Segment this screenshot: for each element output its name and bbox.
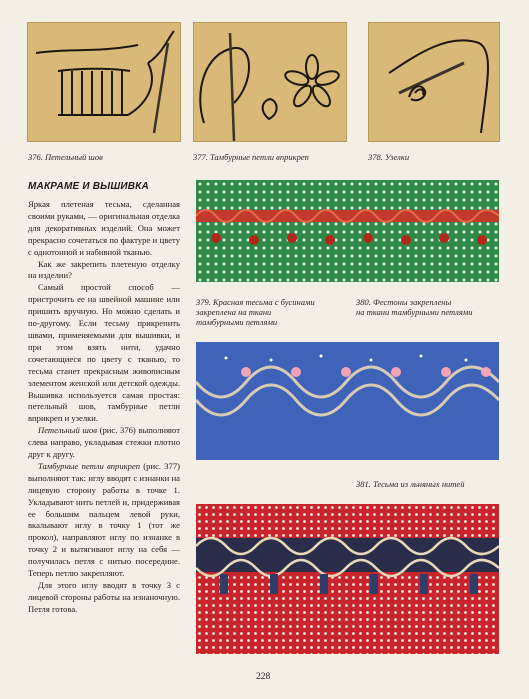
caption-378: 378. Узелки [368,152,410,162]
paragraph-2: Как же закрепить плетеную отделку на изделии? [28,258,180,281]
illustration-chain-loops [193,22,347,142]
caption-379-line-1: 379. Красная тесьма с бусинами [196,297,315,307]
photo-linen-braid-red-fabric [196,504,499,654]
section-heading: МАКРАМЕ И ВЫШИВКА [28,181,149,192]
paragraph-1: Яркая плетеная тесьма, сделанная своими руками, — оригинальная отделка для декоративных изделий. Она может прекрасно сочетаться по фактуре и цвету с однотонной и набивной тканью. [28,199,180,257]
paragraph-5-text: (рис. 377) выполняют так: иглу вводят с изнанки на лицевую сторону работы в точке 1. Укладывают нить петлей и, придерживая ее большим пальцем левой руки, вкалывают иглу в точку 1 (тот же прокол), направляют иглу по изнанке в точку 2 и вытягивают иглу на себя — получилась петля с нитью посередине. Теперь петлю закрепляют. [28,460,180,579]
caption-380-line-1: 380. Фестоны закреплены [356,297,452,307]
caption-379 [196,297,346,327]
blue-fabric-image [196,342,499,460]
caption-380-line-2: на ткани тамбурными петлями [356,307,473,317]
photo-scallops-blue-fabric [196,342,499,460]
buttonhole-stitch-drawing [28,23,180,141]
paragraph-4 [28,425,180,461]
paragraph-3: Самый простой способ — пристрочить ее на швейной машине или пришить вручную. Но можно сделать и по-другому. Если тесьму прикрепить швами, применяемыми для вышивки, и при этом взять нити, удачно сочетающиеся по цвету с тканью, то тесьма станет прекрасным живописным элементом женской или детской одежды. Вышивка используется самая простая: петельный шов, тамбурные петли вприкреп и узелки. [28,282,180,424]
caption-381: 381. Тесьма из льняных нитей [356,479,465,489]
paragraph-4-text: (рис. 376) выполняют слева направо, укладывая стежки плотно друг к другу. [28,425,180,460]
term-chain-loops: Тамбурные петли вприкреп [38,460,141,471]
green-fabric-image [196,180,499,282]
article-text [28,199,180,616]
red-fabric-image [196,504,499,654]
caption-376: 376. Петельный шов [28,152,103,162]
chain-loops-drawing [194,23,346,141]
illustration-french-knots [368,22,500,142]
paragraph-6: Для этого иглу вводят в точку 3 с лицевой стороны работы на изнаночную. Петля готова. [28,580,180,614]
caption-379-line-2: закреплена на ткани [196,307,272,317]
paragraph-5 [28,461,180,580]
caption-377: 377. Тамбурные петли вприкреп [193,152,309,162]
caption-380 [356,297,506,317]
french-knots-drawing [369,23,499,141]
page-number: 228 [256,672,271,682]
photo-red-braid-green-fabric [196,180,499,282]
illustration-buttonhole-stitch [27,22,181,142]
caption-379-line-3: тамбурными петлями [196,317,278,327]
term-buttonhole-stitch: Петельный шов [38,425,97,436]
